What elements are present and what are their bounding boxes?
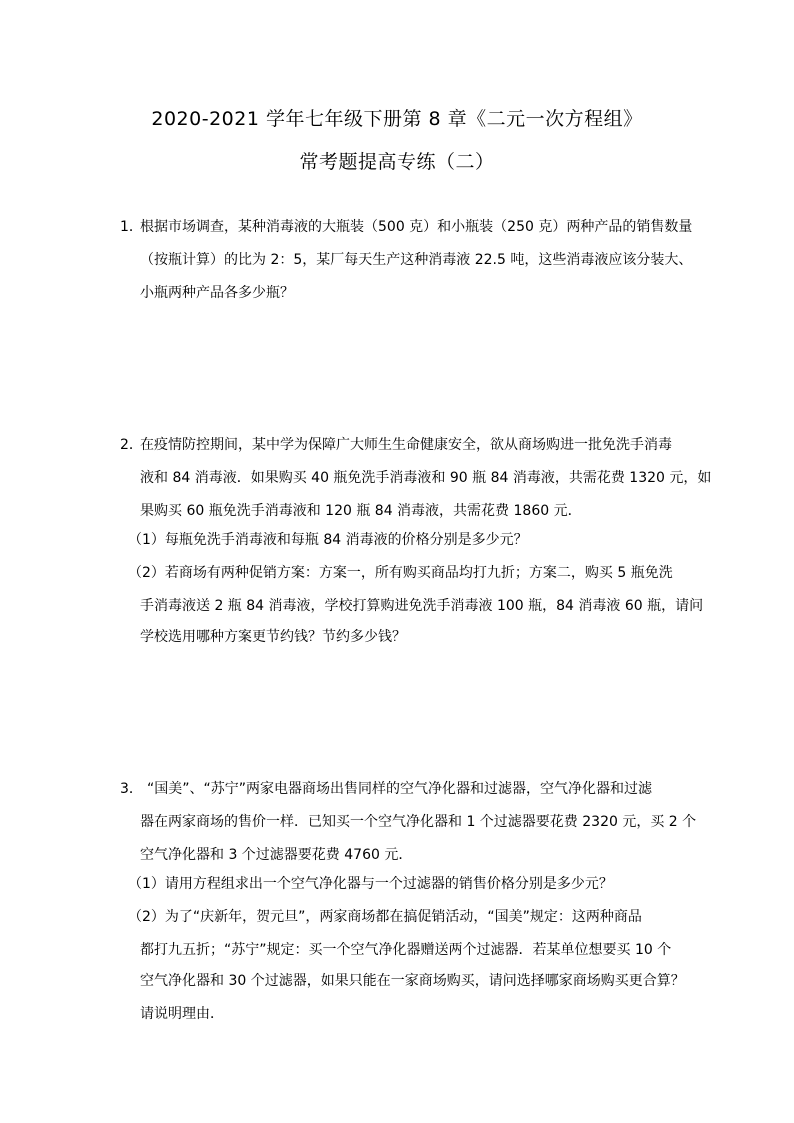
question-2-line-3: 果购买 60 瓶免洗手消毒液和 120 瓶 84 消毒液，共需花费 1860 元． — [140, 503, 582, 519]
question-3-number: 3． — [120, 781, 143, 797]
question-2-number: 2． — [120, 437, 143, 453]
question-2-line-2: 液和 84 消毒液．如果购买 40 瓶免洗手消毒液和 90 瓶 84 消毒液，共需花费 1320 元，如 — [140, 470, 712, 486]
question-2-line-1: 在疫情防控期间，某中学为保障广大师生生命健康安全，欲从商场购进一批免洗手消毒 — [140, 437, 672, 453]
document-title: 2020-2021 学年七年级下册第 8 章《二元一次方程组》 — [151, 108, 643, 130]
question-1-line-3: 小瓶两种产品各多少瓶？ — [140, 285, 294, 301]
question-3-part-2-line-3: 空气净化器和 30 个过滤器，如果只能在一家商场购买，请问选择哪家商场购买更合算？ — [140, 973, 685, 989]
question-3-line-3: 空气净化器和 3 个过滤器要花费 4760 元． — [140, 847, 413, 863]
question-1-number: 1． — [120, 219, 143, 235]
question-3-part-1: （1）请用方程组求出一个空气净化器与一个过滤器的销售价格分别是多少元？ — [128, 876, 613, 892]
document-subtitle: 常考题提高专练（二） — [299, 151, 495, 173]
question-2-part-2-line-1: （2）若商场有两种促销方案：方案一，所有购买商品均打九折；方案二，购买 5 瓶免洗 — [128, 565, 673, 581]
question-3-line-2: 器在两家商场的售价一样．已知买一个空气净化器和 1 个过滤器要花费 2320 元，买 2 个 — [140, 814, 697, 830]
question-2-part-2-line-2: 手消毒液送 2 瓶 84 消毒液，学校打算购进免洗手消毒液 100 瓶，84 消毒液 60 瓶，请问 — [140, 598, 704, 614]
question-3-part-2-line-2: 都打九五折；“苏宁”规定：买一个空气净化器赠送两个过滤器．若某单位想要买 10 个 — [140, 942, 672, 958]
question-1-line-1: 根据市场调查，某种消毒液的大瓶装（500 克）和小瓶装（250 克）两种产品的销售数量 — [140, 219, 693, 235]
question-2-part-1: （1）每瓶免洗手消毒液和每瓶 84 消毒液的价格分别是多少元？ — [128, 532, 528, 548]
question-3-part-2-line-1: （2）为了“庆新年，贺元旦”，两家商场都在搞促销活动，“国美”规定：这两种商品 — [128, 909, 642, 925]
question-2-part-2-line-3: 学校选用哪种方案更节约钱？节约多少钱？ — [140, 629, 406, 645]
question-3-line-1: “国美”、“苏宁”两家电器商场出售同样的空气净化器和过滤器，空气净化器和过滤 — [147, 781, 653, 797]
question-3-part-2-line-4: 请说明理由． — [140, 1006, 224, 1022]
question-1-line-2: （按瓶计算）的比为 2：5，某厂每天生产这种消毒液 22.5 吨，这些消毒液应该分装大、 — [140, 252, 693, 268]
